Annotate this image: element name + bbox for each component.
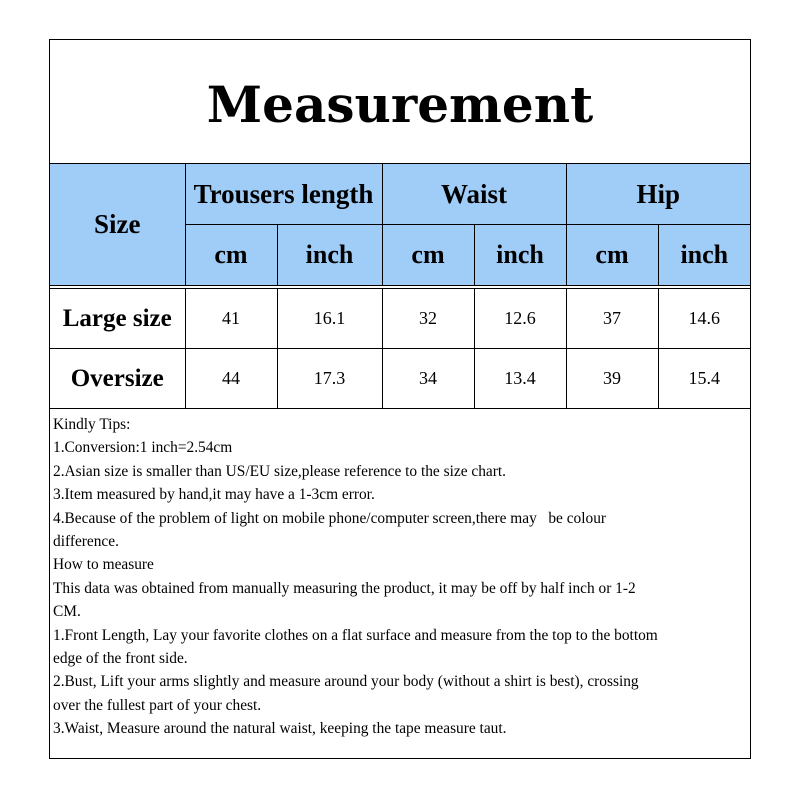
table-cell: 39 <box>566 349 658 409</box>
tip-line: This data was obtained from manually measuring the product, it may be off by half inch or 1-2 <box>53 579 636 597</box>
table-cell: 17.3 <box>277 349 382 409</box>
table-cell: 15.4 <box>658 349 750 409</box>
page-title: Measurement <box>206 75 594 134</box>
table-cell: 32 <box>382 289 474 349</box>
size-header: Size <box>50 164 185 286</box>
table-cell: 37 <box>566 289 658 349</box>
tip-line: 3.Item measured by hand,it may have a 1-3cm error. <box>53 486 375 504</box>
tip-line: 4.Because of the problem of light on mobile phone/computer screen,there may be colour <box>53 509 607 527</box>
unit-header: cm <box>185 225 277 286</box>
tip-line: 1.Front Length, Lay your favorite clothes on a flat surface and measure from the top to the bottom <box>53 626 658 644</box>
table-cell: 44 <box>185 349 277 409</box>
unit-header: inch <box>658 225 750 286</box>
tip-line: 1.Conversion:1 inch=2.54cm <box>53 439 233 457</box>
group-header-waist: Waist <box>382 164 566 225</box>
tip-line: CM. <box>53 603 81 621</box>
tip-line: difference. <box>53 533 119 551</box>
tip-line: 2.Bust, Lift your arms slightly and measure around your body (without a shirt is best), crossing <box>53 673 639 691</box>
tip-line: 3.Waist, Measure around the natural waist, keeping the tape measure taut. <box>53 720 507 738</box>
unit-header: inch <box>474 225 566 286</box>
group-header-trousers-length: Trousers length <box>185 164 382 225</box>
row-label-large-size: Large size <box>50 289 185 349</box>
tip-line: over the fullest part of your chest. <box>53 696 262 714</box>
unit-header: cm <box>566 225 658 286</box>
table-cell: 16.1 <box>277 289 382 349</box>
unit-header: inch <box>277 225 382 286</box>
table-row <box>50 289 750 349</box>
tip-line: edge of the front side. <box>53 650 188 668</box>
table-row <box>50 349 750 409</box>
tips-heading: Kindly Tips: <box>53 416 131 433</box>
tip-line: 2.Asian size is smaller than US/EU size,please reference to the size chart. <box>53 462 506 480</box>
table-cell: 34 <box>382 349 474 409</box>
table-cell: 41 <box>185 289 277 349</box>
group-header-hip: Hip <box>566 164 750 225</box>
kindly-tips <box>50 409 750 741</box>
row-label-oversize: Oversize <box>50 349 185 409</box>
table-cell: 12.6 <box>474 289 566 349</box>
how-to-measure-heading: How to measure <box>53 556 154 574</box>
size-table <box>50 163 750 409</box>
table-cell: 14.6 <box>658 289 750 349</box>
size-chart-sheet <box>49 39 751 759</box>
unit-header: cm <box>382 225 474 286</box>
table-cell: 13.4 <box>474 349 566 409</box>
